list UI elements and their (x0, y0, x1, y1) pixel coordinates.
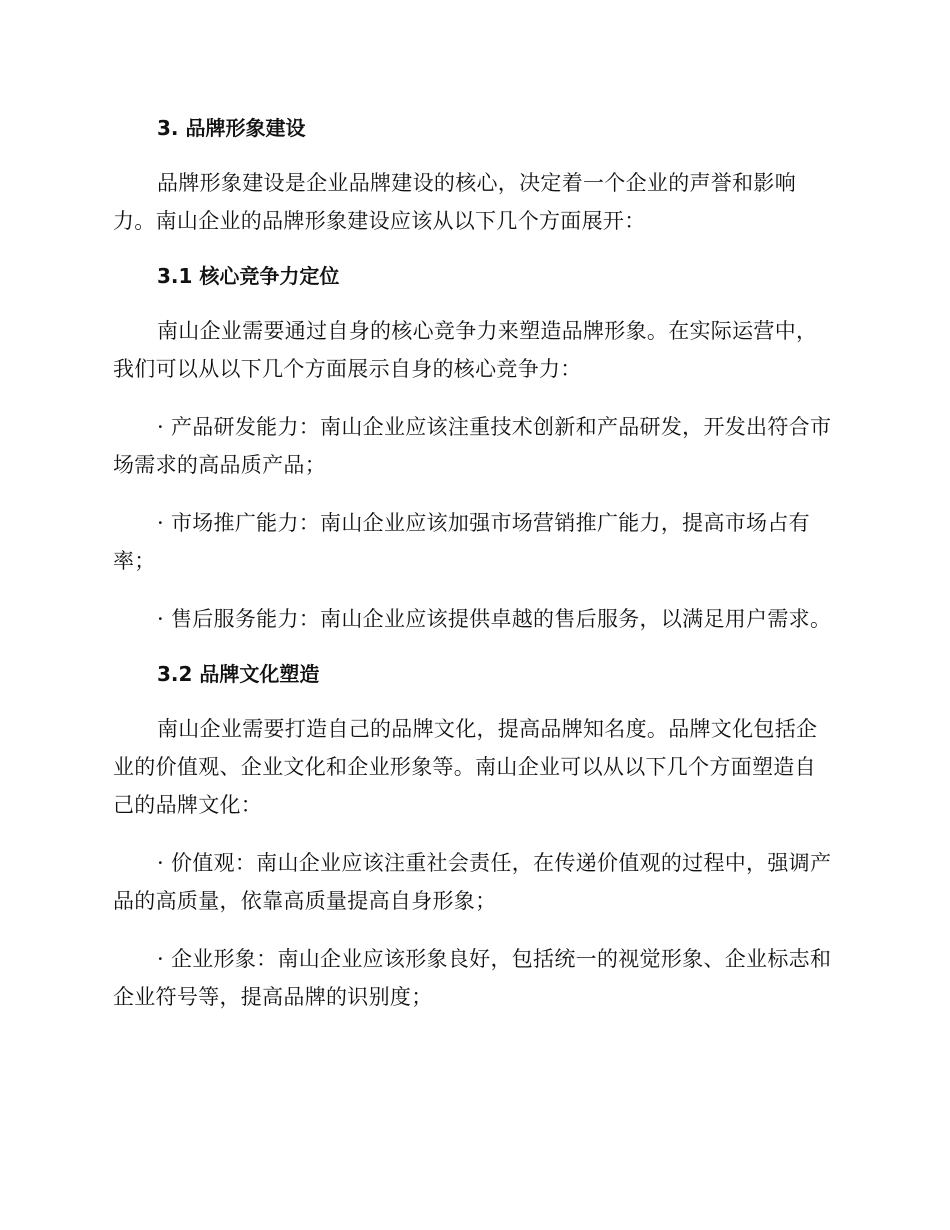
bullet-market-promotion: · 市场推广能力：南山企业应该加强市场营销推广能力，提高市场占有率； (113, 511, 810, 573)
document-body (113, 112, 833, 1036)
bullet-corporate-image: · 企业形象：南山企业应该形象良好，包括统一的视觉形象、企业标志和企业符号等，提高品牌的识别度； (113, 947, 832, 1009)
section-heading-3-2: 3.2 品牌文化塑造 (157, 662, 320, 686)
section-3-1-intro-paragraph: 南山企业需要通过自身的核心竞争力来塑造品牌形象。在实际运营中，我们可以从以下几个方面展示自身的核心竞争力： (113, 319, 818, 381)
section-3-2-intro-paragraph: 南山企业需要打造自己的品牌文化，提高品牌知名度。品牌文化包括企业的价值观、企业文化和企业形象等。南山企业可以从以下几个方面塑造自己的品牌文化： (113, 717, 818, 817)
section-3-intro-paragraph: 品牌形象建设是企业品牌建设的核心，决定着一个企业的声誉和影响力。南山企业的品牌形象建设应该从以下几个方面展开： (113, 171, 796, 233)
bullet-after-sales: · 售后服务能力：南山企业应该提供卓越的售后服务，以满足用户需求。 (157, 607, 832, 631)
bullet-values: · 价值观：南山企业应该注重社会责任，在传递价值观的过程中，强调产品的高质量，依靠高质量提高自身形象； (113, 851, 832, 913)
section-heading-3: 3. 品牌形象建设 (157, 116, 306, 140)
section-heading-3-1: 3.1 核心竞争力定位 (157, 264, 340, 288)
bullet-product-rd: · 产品研发能力：南山企业应该注重技术创新和产品研发，开发出符合市场需求的高品质产品； (113, 415, 832, 477)
